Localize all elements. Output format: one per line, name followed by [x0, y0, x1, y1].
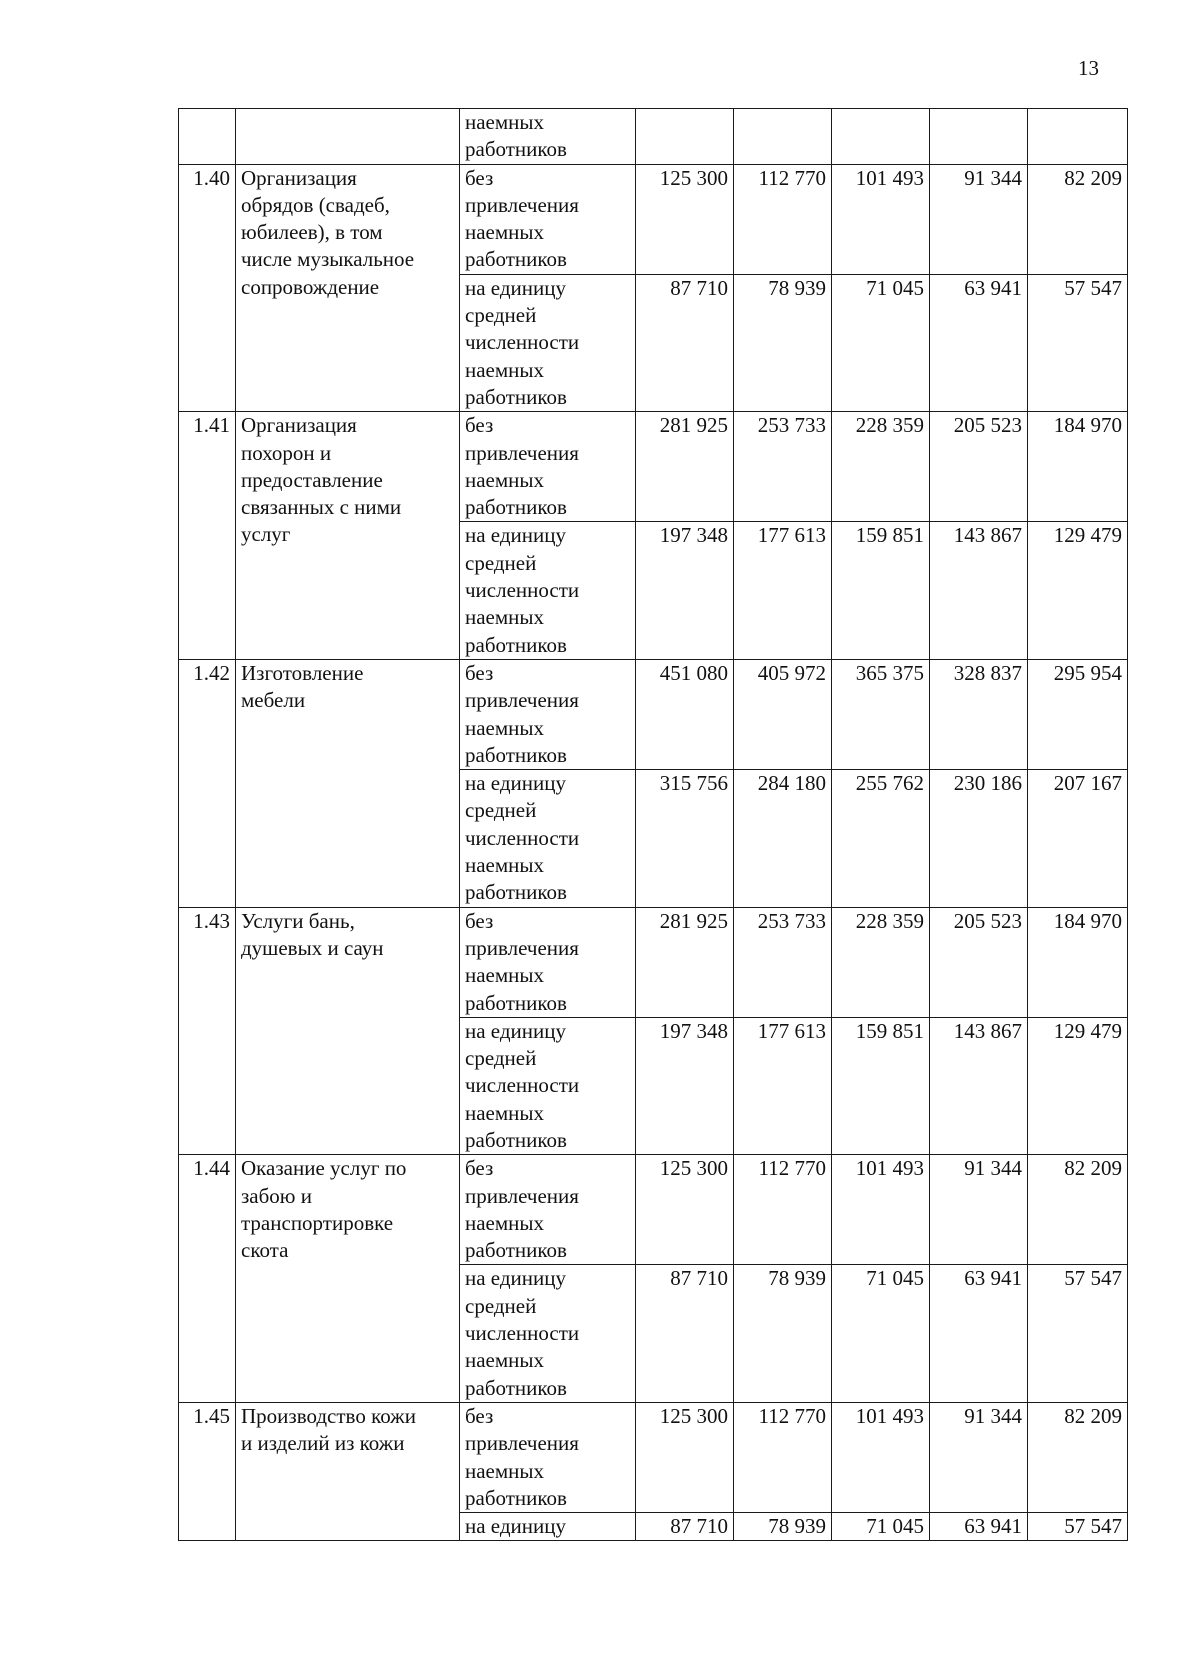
- tax-rates-table: [178, 108, 1128, 1541]
- value-cell: [930, 109, 1028, 165]
- value-cell: 184 970: [1028, 412, 1128, 522]
- activity-name-line: обрядов (свадеб,: [241, 192, 390, 217]
- mode-line: средней: [465, 550, 537, 575]
- table-row: [179, 659, 1128, 769]
- value-cell: 91 344: [930, 164, 1028, 274]
- mode-line: без: [465, 1156, 494, 1181]
- activity-name-line: Производство кожи: [241, 1403, 416, 1428]
- mode-cell: [460, 1017, 636, 1154]
- activity-name-line: транспортировке: [241, 1210, 394, 1235]
- mode-line: на единицу: [465, 771, 566, 796]
- value-cell: 112 770: [734, 164, 832, 274]
- value-cell: 253 733: [734, 412, 832, 522]
- value-cell: 143 867: [930, 522, 1028, 659]
- activity-name-line: душевых и саун: [241, 935, 384, 960]
- value-cell: 197 348: [636, 1017, 734, 1154]
- value-cell: 82 209: [1028, 1402, 1128, 1512]
- value-cell: 295 954: [1028, 659, 1128, 769]
- mode-cell: [460, 412, 636, 522]
- mode-line: наемных: [465, 1348, 545, 1373]
- activity-name-cell: [236, 412, 460, 660]
- value-cell: 63 941: [930, 274, 1028, 411]
- activity-name-line: забою и: [241, 1183, 312, 1208]
- mode-cell: [460, 274, 636, 411]
- continuation-row: [179, 109, 1128, 165]
- mode-line: работников: [465, 1238, 567, 1263]
- mode-line: численности: [465, 825, 580, 850]
- mode-cell: [460, 1155, 636, 1265]
- value-cell: 87 710: [636, 274, 734, 411]
- value-cell: 112 770: [734, 1155, 832, 1265]
- mode-cell: [460, 659, 636, 769]
- value-cell: 101 493: [832, 1402, 930, 1512]
- value-cell: 63 941: [930, 1265, 1028, 1402]
- mode-line: работников: [465, 880, 567, 905]
- mode-line: привлечения: [465, 935, 579, 960]
- mode-line: работников: [465, 632, 567, 657]
- mode-line: наемных: [465, 220, 545, 245]
- activity-name-line: связанных с ними: [241, 495, 402, 520]
- mode-line: работников: [465, 990, 567, 1015]
- mode-line: работников: [465, 1375, 567, 1400]
- mode-cell: [460, 1402, 636, 1512]
- value-cell: [1028, 109, 1128, 165]
- value-cell: 125 300: [636, 1402, 734, 1512]
- mode-line: привлечения: [465, 688, 579, 713]
- mode-line: наемных: [465, 467, 545, 492]
- mode-line: на единицу: [465, 1514, 566, 1539]
- mode-line: на единицу: [465, 523, 566, 548]
- value-cell: 91 344: [930, 1402, 1028, 1512]
- mode-line: работников: [465, 384, 567, 409]
- table-row: [179, 907, 1128, 1017]
- row-number-cell: [179, 109, 236, 165]
- activity-name-line: похорон и: [241, 440, 332, 465]
- mode-cell: [460, 522, 636, 659]
- mode-line: без: [465, 1403, 494, 1428]
- value-cell: 159 851: [832, 522, 930, 659]
- value-cell: 129 479: [1028, 1017, 1128, 1154]
- activity-name-line: мебели: [241, 688, 306, 713]
- row-number-cell: 1.40: [179, 164, 236, 412]
- mode-cell: [460, 907, 636, 1017]
- mode-line: работников: [465, 1127, 567, 1152]
- activity-name-line: услуг: [241, 522, 291, 547]
- value-cell: [734, 109, 832, 165]
- mode-line: без: [465, 908, 494, 933]
- table-row: [179, 164, 1128, 274]
- mode-line: привлечения: [465, 440, 579, 465]
- value-cell: 159 851: [832, 1017, 930, 1154]
- activity-name-line: предоставление: [241, 467, 383, 492]
- mode-line: без: [465, 413, 494, 438]
- mode-line: работников: [465, 247, 567, 272]
- mode-line: работников: [465, 1485, 567, 1510]
- mode-line: средней: [465, 303, 537, 328]
- value-cell: 57 547: [1028, 274, 1128, 411]
- page-number: 13: [1078, 56, 1099, 80]
- activity-name-line: сопровождение: [241, 274, 380, 299]
- mode-cell: [460, 109, 636, 165]
- value-cell: 71 045: [832, 1265, 930, 1402]
- mode-line: средней: [465, 1046, 537, 1071]
- value-cell: 125 300: [636, 164, 734, 274]
- activity-name-line: Изготовление: [241, 660, 364, 685]
- activity-name-cell: [236, 1402, 460, 1540]
- value-cell: 57 547: [1028, 1265, 1128, 1402]
- mode-line: наемных: [465, 605, 545, 630]
- mode-line: средней: [465, 798, 537, 823]
- row-number-cell: 1.45: [179, 1402, 236, 1540]
- value-cell: 78 939: [734, 1513, 832, 1541]
- value-cell: 281 925: [636, 907, 734, 1017]
- mode-line: привлечения: [465, 1431, 579, 1456]
- mode-line: привлечения: [465, 192, 579, 217]
- mode-line: наемных: [465, 963, 545, 988]
- value-cell: 205 523: [930, 412, 1028, 522]
- activity-name-cell: [236, 164, 460, 412]
- activity-name-cell: [236, 1155, 460, 1403]
- value-cell: 177 613: [734, 522, 832, 659]
- table-body: [179, 109, 1128, 1541]
- activity-name-line: скота: [241, 1238, 289, 1263]
- mode-line: наемных: [465, 1100, 545, 1125]
- row-number-cell: 1.44: [179, 1155, 236, 1403]
- table-row: [179, 1402, 1128, 1512]
- value-cell: 91 344: [930, 1155, 1028, 1265]
- mode-line: без: [465, 660, 494, 685]
- value-cell: 82 209: [1028, 164, 1128, 274]
- mode-line: численности: [465, 330, 580, 355]
- table-row: [179, 1155, 1128, 1265]
- value-cell: 129 479: [1028, 522, 1128, 659]
- value-cell: 125 300: [636, 1155, 734, 1265]
- value-cell: 87 710: [636, 1265, 734, 1402]
- value-cell: 78 939: [734, 1265, 832, 1402]
- value-cell: 143 867: [930, 1017, 1028, 1154]
- activity-name-cell: [236, 109, 460, 165]
- value-cell: 63 941: [930, 1513, 1028, 1541]
- mode-line: работников: [465, 495, 567, 520]
- mode-cell: [460, 1265, 636, 1402]
- mode-line: наемных: [465, 715, 545, 740]
- value-cell: 101 493: [832, 164, 930, 274]
- value-cell: 281 925: [636, 412, 734, 522]
- value-cell: 57 547: [1028, 1513, 1128, 1541]
- value-cell: 71 045: [832, 1513, 930, 1541]
- value-cell: [636, 109, 734, 165]
- value-cell: 205 523: [930, 907, 1028, 1017]
- mode-line: привлечения: [465, 1183, 579, 1208]
- value-cell: 451 080: [636, 659, 734, 769]
- value-cell: 284 180: [734, 770, 832, 907]
- value-cell: 71 045: [832, 274, 930, 411]
- activity-name-line: Оказание услуг по: [241, 1156, 407, 1181]
- mode-line: наемных: [465, 357, 545, 382]
- activity-name-cell: [236, 907, 460, 1155]
- mode-line: наемных: [465, 853, 545, 878]
- value-cell: 328 837: [930, 659, 1028, 769]
- row-number-cell: 1.43: [179, 907, 236, 1155]
- value-cell: 87 710: [636, 1513, 734, 1541]
- value-cell: 228 359: [832, 412, 930, 522]
- value-cell: 253 733: [734, 907, 832, 1017]
- mode-line: на единицу: [465, 1266, 566, 1291]
- mode-cell: [460, 164, 636, 274]
- mode-line: на единицу: [465, 275, 566, 300]
- value-cell: 177 613: [734, 1017, 832, 1154]
- mode-line: численности: [465, 1073, 580, 1098]
- row-number-cell: 1.41: [179, 412, 236, 660]
- table-row: [179, 412, 1128, 522]
- activity-name-line: Организация: [241, 413, 357, 438]
- activity-name-line: числе музыкальное: [241, 247, 415, 272]
- value-cell: [832, 109, 930, 165]
- value-cell: 184 970: [1028, 907, 1128, 1017]
- activity-name-line: и изделий из кожи: [241, 1431, 405, 1456]
- value-cell: 112 770: [734, 1402, 832, 1512]
- mode-cell: [460, 1513, 636, 1541]
- value-cell: 230 186: [930, 770, 1028, 907]
- mode-line: на единицу: [465, 1018, 566, 1043]
- mode-line: численности: [465, 1321, 580, 1346]
- activity-name-line: Организация: [241, 165, 357, 190]
- value-cell: 255 762: [832, 770, 930, 907]
- mode-line: средней: [465, 1293, 537, 1318]
- mode-cell: [460, 770, 636, 907]
- value-cell: 228 359: [832, 907, 930, 1017]
- value-cell: 207 167: [1028, 770, 1128, 907]
- value-cell: 365 375: [832, 659, 930, 769]
- value-cell: 315 756: [636, 770, 734, 907]
- mode-line: наемных: [465, 1458, 545, 1483]
- mode-line: работников: [465, 742, 567, 767]
- value-cell: 405 972: [734, 659, 832, 769]
- activity-name-line: Услуги бань,: [241, 908, 355, 933]
- value-cell: 78 939: [734, 274, 832, 411]
- row-number-cell: 1.42: [179, 659, 236, 907]
- activity-name-cell: [236, 659, 460, 907]
- mode-line: наемных: [465, 1210, 545, 1235]
- value-cell: 197 348: [636, 522, 734, 659]
- mode-line: без: [465, 165, 494, 190]
- activity-name-line: юбилеев), в том: [241, 220, 383, 245]
- value-cell: 82 209: [1028, 1155, 1128, 1265]
- mode-line: наемных: [465, 110, 545, 134]
- mode-line: численности: [465, 578, 580, 603]
- value-cell: 101 493: [832, 1155, 930, 1265]
- mode-line: работников: [465, 137, 567, 162]
